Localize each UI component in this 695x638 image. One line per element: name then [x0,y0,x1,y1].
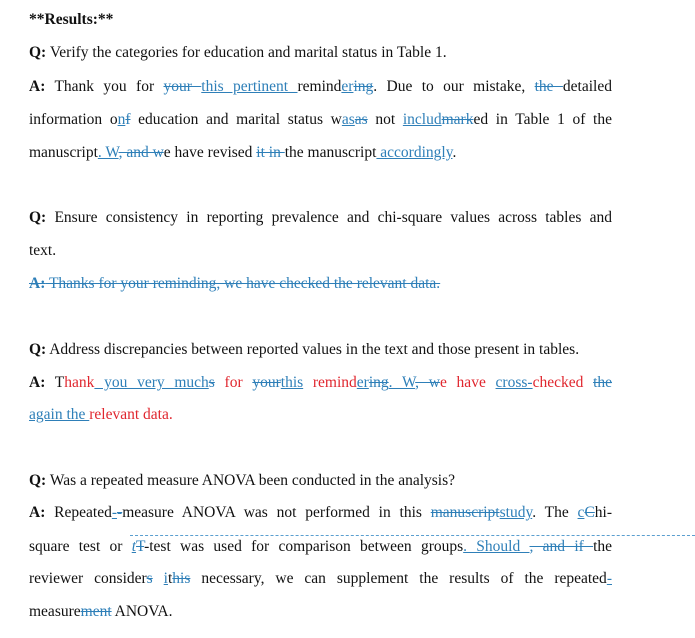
text-run: the [593,538,612,555]
doc-line-a4-l2 [29,537,612,557]
doc-line-a4-l1 [29,503,612,523]
text-run: . [452,144,457,161]
doc-line-a4-l4 [29,602,173,622]
insertion-run: . W [97,144,119,161]
label-run: Q: [29,44,47,61]
tracked-change-separator [130,535,695,536]
text-run: t [167,570,173,587]
insertion-run: this [280,374,304,391]
text-run: ed in Table 1 of the [473,111,612,128]
text-run: ANOVA. [111,603,173,620]
deletion-run: ment [80,603,112,620]
insertion-run: - [606,570,612,587]
deletion-run: , and w [118,144,164,161]
deletion-run: f [125,111,131,128]
label-run: Q: [29,472,47,489]
doc-line-q4 [29,471,455,491]
insertion-run: study [499,504,533,521]
label-run: A: [29,504,46,521]
deletion-run: , w [415,374,440,391]
text-run: Was a repeated measure ANOVA been conducted in the analysis? [46,472,456,489]
insertion-run: you very much [94,374,209,391]
insertion-run: . W [388,374,416,391]
text-run: information o [29,111,118,128]
deletion-run: C [584,504,595,521]
doc-line-a4-l3 [29,569,612,589]
deletion-run: his [172,570,191,587]
insertion-run: er [341,78,354,95]
doc-line-a1-l3 [29,143,456,163]
text-run: square test or [29,538,132,555]
text-run: manuscript [29,144,98,161]
deletion-run: it in [256,144,285,161]
text-run: necessary, we can supplement the results of the repeated [190,570,607,587]
highlighted-run: checked [532,374,594,391]
deletion-run: s [146,570,153,587]
doc-line-q2-l2 [29,241,56,261]
deletion-run: your [252,374,281,391]
deletion-run: your [163,78,202,95]
text-run: education and marital status w [130,111,342,128]
text-run: measure ANOVA was not performed in this [122,504,431,521]
text-run: hi- [594,504,612,521]
deletion-run: mark [441,111,474,128]
insertion-run: cross- [495,374,533,391]
text-run: Ensure consistency in reporting prevalence and chi-square values across tables and [46,209,612,226]
highlighted-run: e have [439,374,496,391]
doc-line-q1 [29,43,447,63]
text-run: Verify the categories for education and marital status in Table 1. [46,44,447,61]
doc-line-q3 [29,340,579,360]
insertion-run: c [577,504,585,521]
insertion-run: includ [402,111,442,128]
insertion-run: as [341,111,355,128]
text-run: e have revised [163,144,257,161]
deletion-run: Thanks for your reminding, we have checked the relevant data. [45,275,441,292]
text-run: Thank you for [45,78,164,95]
insertion-run: n [117,111,126,128]
text-run: . The [532,504,578,521]
deletion-run: ing [353,78,374,95]
highlighted-run: for [214,374,253,391]
text-run: not [367,111,403,128]
text-run: -test was used for comparison between groups [144,538,464,555]
label-run: A: [29,78,46,95]
insertion-run: - [111,504,118,521]
insertion-run: t [131,538,137,555]
insertion-run: i [163,570,168,587]
deletion-run: ing [368,374,389,391]
deletion-run: , and if [529,538,594,555]
deletion-run: manuscript [430,504,500,521]
highlighted-run: remind [303,374,357,391]
deletion-run: s [208,374,215,391]
doc-line-a2 [29,274,440,294]
doc-line-heading [29,10,113,30]
highlighted-run: hank [64,374,95,391]
deletion-run: A: [29,275,46,292]
insertion-run: er [356,374,369,391]
text-run: detailed [562,78,612,95]
text-run: measure [29,603,81,620]
doc-line-a1-l1 [29,77,612,97]
text-run: remind [297,78,342,95]
text-run: text. [29,242,57,259]
label-run: **Results:** [29,11,114,28]
deletion-run: - [117,504,123,521]
label-run: A: [29,374,46,391]
label-run: Q: [29,341,47,358]
insertion-run: . Should [463,538,530,555]
doc-line-a3-l2 [29,405,173,425]
insertion-run: accordingly [376,144,453,161]
deletion-run: as [354,111,368,128]
doc-line-a1-l2 [29,110,612,130]
text-run [153,570,164,587]
text-run: Address discrepancies between reported values in the text and those present in tables. [46,341,580,358]
text-run: reviewer consider [29,570,147,587]
deletion-run: the [534,78,563,95]
doc-line-q2-l1 [29,208,612,228]
insertion-run: this pertinent [201,78,298,95]
label-run: Q: [29,209,47,226]
text-run: Repeated [45,504,112,521]
highlighted-run: relevant data. [89,406,173,423]
insertion-run: again the [29,406,90,423]
deletion-run: the [593,374,612,391]
doc-line-a3-l1 [29,373,612,393]
text-run: T [45,374,65,391]
text-run: the manuscript [284,144,377,161]
text-run: . Due to our mistake, [373,78,535,95]
deletion-run: T [136,538,145,555]
